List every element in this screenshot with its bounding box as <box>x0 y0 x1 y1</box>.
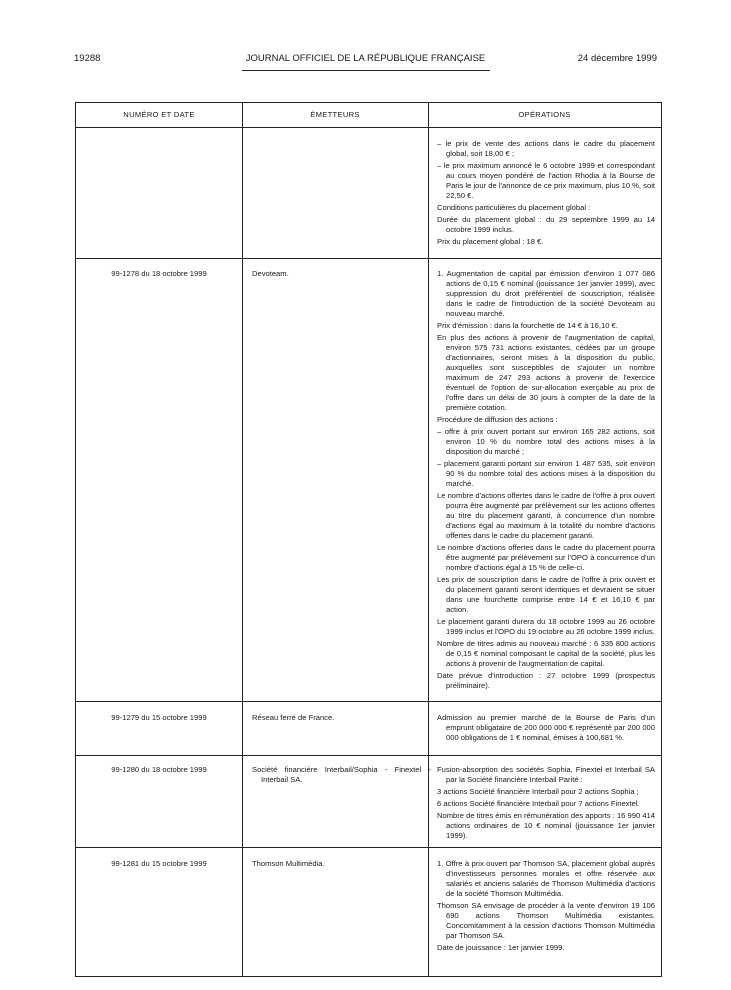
operation-line: 3 actions Société financière Interbail pour 2 actions Sophia ; <box>437 787 639 796</box>
operation-line: Admission au premier marché de la Bourse de Paris d'un emprunt obligataire de 200 000 000 € représenté par 200 000 000 obligations de 1 € nominal, émises à 100,681 %. <box>437 713 655 742</box>
operation-line: Nombre de titres admis au nouveau marché : 6 335 800 actions de 0,15 € nominal composant le capital de la société, plus les actions à provenir de l'augmentation de capital. <box>437 639 655 668</box>
row-divider <box>76 258 661 259</box>
operation-line: – placement garanti portant sur environ 1 487 535, soit environ 90 % du nombre total des actions mises à la disposition du marché. <box>437 459 655 488</box>
journal-title: JOURNAL OFFICIEL DE LA RÉPUBLIQUE FRANÇAISE <box>245 53 486 64</box>
operation-line: 1. Augmentation de capital par émission d'environ 1 077 086 actions de 0,15 € nominal (jouissance 1er janvier 1999), avec suppression du droit préférentiel de souscription, réalisée dans le cadre de l'introduction de la société Devoteam au nouveau marché. <box>437 269 655 318</box>
header-rule <box>242 70 490 71</box>
row-divider <box>76 701 661 702</box>
row-numero: 99-1281 du 15 octobre 1999 <box>111 859 207 868</box>
operations-table <box>75 102 662 977</box>
row-emetteur: Devoteam. <box>252 269 289 278</box>
column-divider <box>242 103 243 976</box>
row-operations <box>437 139 655 249</box>
operation-line: 6 actions Société financière Interbail pour 7 actions Finextel. <box>437 799 640 808</box>
operation-line: Fusion-absorption des sociétés Sophia, Finextel et Interbail SA par la Société financière Interbail Parité : <box>437 765 655 784</box>
publication-date: 24 décembre 1999 <box>577 53 657 64</box>
operation-line: Procédure de diffusion des actions : <box>437 415 558 424</box>
operation-line: Thomson SA envisage de procéder à la vente d'environ 19 106 690 actions Thomson Multimédia existantes. Concomitamment à la cession d'actions Thomson Multimédia par Thomson SA. <box>437 901 655 940</box>
column-header-numero: NUMÉRO ET DATE <box>123 110 195 119</box>
column-header-operations: OPÉRATIONS <box>518 110 571 119</box>
row-divider <box>76 847 661 848</box>
row-operations <box>437 765 655 843</box>
row-divider <box>76 755 661 756</box>
column-divider <box>428 103 429 976</box>
operation-line: Conditions particulières du placement global : <box>437 203 591 212</box>
operation-line: Date prévue d'introduction : 27 octobre 1999 (prospectus préliminaire). <box>437 671 655 690</box>
operation-line: – le prix de vente des actions dans le cadre du placement global, soit 18,00 € ; <box>437 139 655 158</box>
operation-line: – le prix maximum annoncé le 6 octobre 1999 et correspondant au cours moyen pondéré de l'action Rhodia à la Bourse de Paris le jour de l'annonce de ce prix maximum, plus 10 %, soit 22,50 €. <box>437 161 655 200</box>
operation-line: Date de jouissance : 1er janvier 1999. <box>437 943 565 952</box>
row-operations <box>437 269 655 693</box>
operation-line: Prix du placement global : 18 €. <box>437 237 544 246</box>
operation-line: Les prix de souscription dans le cadre de l'offre à prix ouvert et du placement garanti seront identiques et devraient se situer dans une fourchette comprise entre 14 € et 16,10 € par action. <box>437 575 655 614</box>
operation-line: Le nombre d'actions offertes dans le cadre du placement pourra être augmenté par prélèvement sur l'OPO à concurrence d'un nombre d'actions égal à 15 % de celle-ci. <box>437 543 655 572</box>
operation-line: 1. Offre à prix ouvert par Thomson SA, placement global auprès d'investisseurs personnes morales et offre réservée aux salariés et anciens salariés de Thomson Multimédia d'actions de la société Thomson Multimédia. <box>437 859 655 898</box>
operation-line: Nombre de titres émis en rémunération des apports : 16 990 414 actions ordinaires de 10 € nominal (jouissance 1er janvier 1999). <box>437 811 655 840</box>
row-emetteur: Société financière Interbail/Sophia - Finextel - Interbail SA. <box>252 765 431 784</box>
row-operations <box>437 859 655 955</box>
column-header-emetteurs: ÉMETTEURS <box>310 110 360 119</box>
operation-line: Le nombre d'actions offertes dans le cadre de l'offre à prix ouvert pourra être augmenté par prélèvement sur les actions offertes au titre du placement garanti, à concurrence d'un nombre d'actions égal au maximum à la totalité du nombre d'actions offertes dans le cadre du placement garanti. <box>437 491 655 540</box>
row-numero: 99-1280 du 18 octobre 1999 <box>111 765 207 774</box>
operation-line: Prix d'émission : dans la fourchette de 14 € à 16,10 €. <box>437 321 618 330</box>
row-numero: 99-1279 du 15 octobre 1999 <box>111 713 207 722</box>
operation-line: Durée du placement global : du 29 septembre 1999 au 14 octobre 1999 inclus. <box>437 215 655 234</box>
row-numero: 99-1278 du 18 octobre 1999 <box>111 269 207 278</box>
page-header <box>74 53 657 67</box>
row-emetteur: Thomson Multimédia. <box>252 859 325 868</box>
operation-line: En plus des actions à provenir de l'augmentation de capital, environ 575 731 actions existantes, cédées par un groupe d'actionnaires, seront mises à la disposition du public, auxquelles sont susceptibles de s'ajouter un nombre maximum de 247 293 actions à provenir de l'exercice éventuel de l'option de sur-allocation exerçable au prix de l'offre dans un délai de 30 jours à compter de la date de la première cotation. <box>437 333 655 412</box>
header-divider <box>76 127 661 128</box>
page-number: 19288 <box>74 53 101 64</box>
row-emetteur: Réseau ferré de France. <box>252 713 335 722</box>
row-operations <box>437 713 655 745</box>
operation-line: Le placement garanti durera du 18 octobre 1999 au 26 octobre 1999 inclus et l'OPO du 19 octobre au 26 octobre 1999 inclus. <box>437 617 655 636</box>
operation-line: – offre à prix ouvert portant sur environ 165 282 actions, soit environ 10 % du nombre total des actions mises à la disposition du marché ; <box>437 427 655 456</box>
